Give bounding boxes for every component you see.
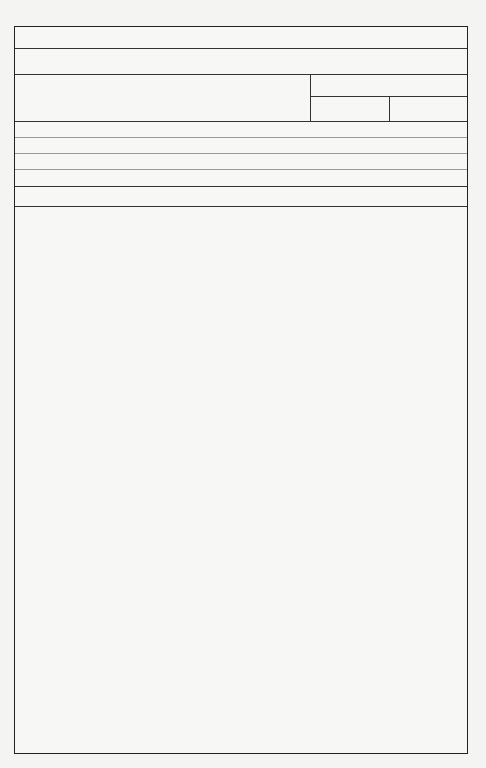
amount-header-columns: [311, 97, 467, 121]
amount-header-title: [311, 75, 467, 97]
income-form: [14, 26, 468, 754]
blank-line: [15, 154, 467, 170]
blank-line: [15, 138, 467, 154]
declarant-column-header: [311, 97, 390, 121]
family-column-header: [390, 97, 468, 121]
institution-caption: [15, 187, 467, 207]
table-header: [15, 75, 467, 122]
amount-header: [311, 75, 467, 121]
blank-line: [15, 170, 467, 186]
income-list-header: [15, 75, 311, 121]
subsection-title: [15, 49, 467, 75]
section-title: [15, 27, 467, 49]
institution-blank-lines: [15, 122, 467, 187]
blank-line: [15, 122, 467, 138]
